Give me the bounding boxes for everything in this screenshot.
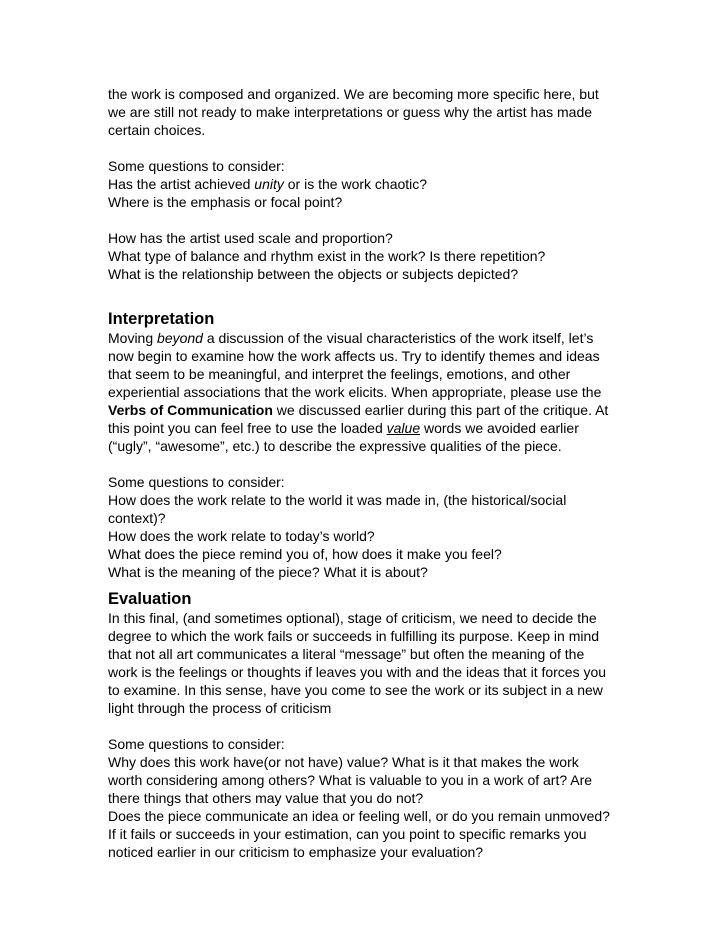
body-line: In this final, (and sometimes optional), stage of criticism, we need to decide the: [108, 610, 597, 626]
question-line: What type of balance and rhythm exist in the work? Is there repetition?: [108, 248, 546, 264]
paragraph-spacer: [108, 139, 628, 157]
intro-line: the work is composed and organized. We are becoming more specific here, but: [108, 86, 599, 102]
interpretation-section: [108, 309, 628, 581]
body-line: experiential associations that the work elicits. When appropriate, please use the: [108, 384, 602, 400]
question-line: Does the piece communicate an idea or feeling well, or do you remain unmoved?: [108, 808, 610, 824]
paragraph-spacer: [108, 717, 628, 735]
question-line: there things that others may value that you do not?: [108, 790, 424, 806]
body-text: this point you can feel free to use the loaded: [108, 420, 387, 436]
body-line: [108, 419, 628, 437]
question-line: How has the artist used scale and proportion?: [108, 230, 393, 246]
question-line: What is the relationship between the objects or subjects depicted?: [108, 266, 519, 282]
questions-label: Some questions to consider:: [108, 474, 285, 490]
intro-line: certain choices.: [108, 122, 206, 138]
question-line: noticed earlier in our criticism to emphasize your evaluation?: [108, 844, 484, 860]
emphasis-term: beyond: [157, 330, 203, 346]
body-line: [108, 401, 628, 419]
body-line: now begin to examine how the work affects us. Try to identify themes and ideas: [108, 348, 600, 364]
body-line: to examine. In this sense, have you come to see the work or its subject in a new: [108, 682, 603, 698]
section-spacer: [108, 283, 628, 301]
question-line: context)?: [108, 510, 166, 526]
question-line: worth considering among others? What is valuable to you in a work of art? Are: [108, 772, 593, 788]
bold-term: Verbs of Communication: [108, 402, 273, 418]
questions-label: Some questions to consider:: [108, 736, 285, 752]
question-line: What is the meaning of the piece? What it is about?: [108, 564, 428, 580]
body-line: work is the feelings or thoughts if leaves you with and the ideas that it forces you: [108, 664, 607, 680]
body-line: light through the process of criticism: [108, 700, 332, 716]
emphasis-term: unity: [254, 176, 284, 192]
question-line: [108, 175, 628, 193]
evaluation-section: [108, 589, 628, 861]
question-line: How does the work relate to today’s world?: [108, 528, 375, 544]
question-line: Why does this work have(or not have) value? What is it that makes the work: [108, 754, 579, 770]
question-line: How does the work relate to the world it was made in, (the historical/social: [108, 492, 567, 508]
body-line: that seem to be meaningful, and interpret the feelings, emotions, and other: [108, 366, 571, 382]
body-text: Moving: [108, 330, 158, 346]
evaluation-heading: Evaluation: [108, 590, 192, 608]
body-line: [108, 329, 628, 347]
question-line: If it fails or succeeds in your estimation, can you point to specific remarks you: [108, 826, 587, 842]
body-line: that not all art communicates a literal “message” but often the meaning of the: [108, 646, 585, 662]
interpretation-heading: Interpretation: [108, 310, 215, 328]
body-line: (“ugly”, “awesome”, etc.) to describe the expressive qualities of the piece.: [108, 438, 562, 454]
intro-section: [108, 85, 628, 283]
paragraph-spacer: [108, 455, 628, 473]
question-text: or is the work chaotic?: [283, 176, 428, 192]
body-text: a discussion of the visual characteristics of the work itself, let’s: [202, 330, 594, 346]
intro-line: we are still not ready to make interpretations or guess why the artist has made: [108, 104, 593, 120]
emphasis-term: value: [386, 420, 421, 436]
question-text: Has the artist achieved: [108, 176, 255, 192]
question-line: What does the piece remind you of, how does it make you feel?: [108, 546, 502, 562]
body-text: we discussed earlier during this part of the critique. At: [272, 402, 609, 418]
question-line: Where is the emphasis or focal point?: [108, 194, 343, 210]
questions-label: Some questions to consider:: [108, 158, 285, 174]
paragraph-spacer: [108, 211, 628, 229]
body-line: degree to which the work fails or succeeds in fulfilling its purpose. Keep in mind: [108, 628, 600, 644]
document-page: [108, 85, 628, 861]
body-text: words we avoided earlier: [420, 420, 579, 436]
